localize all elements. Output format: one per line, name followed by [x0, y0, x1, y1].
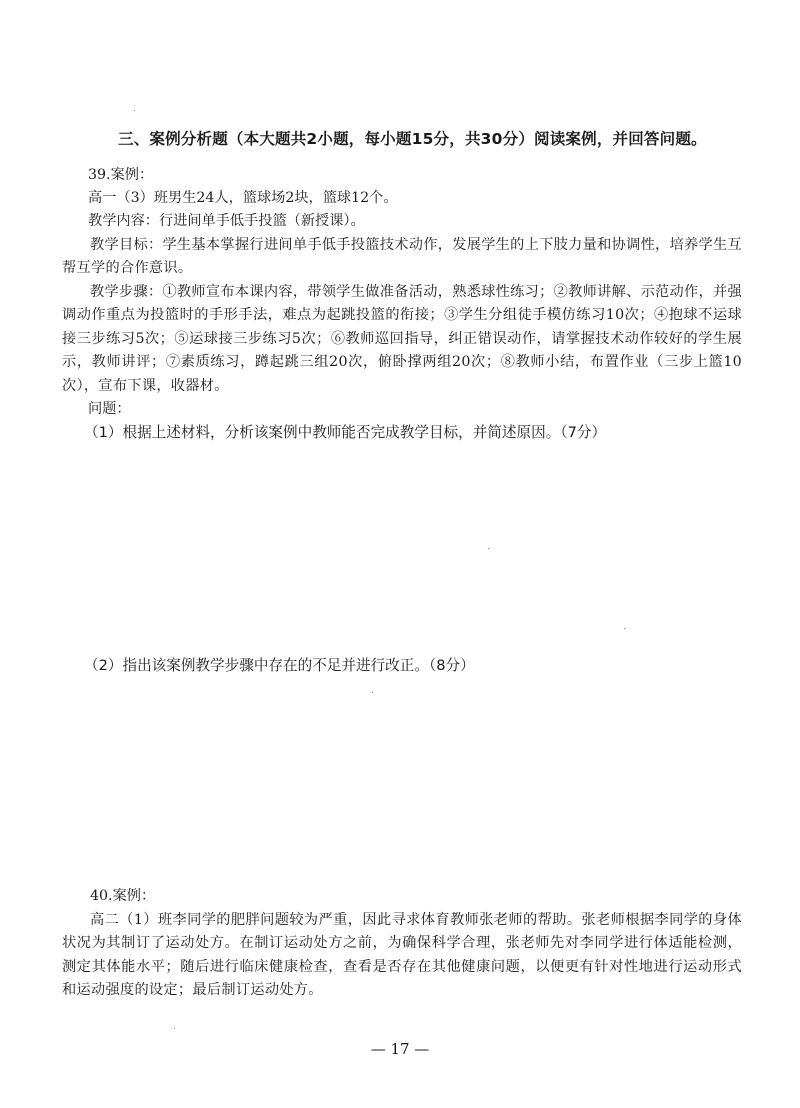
scan-speck: [624, 628, 625, 629]
case39-steps: 教学步骤：①教师宣布本课内容，带领学生做准备活动，熟悉球性练习；②教师讲解、示范动作，并强调动作重点为投篮时的手形手法，难点为起跳投篮的衔接；③学生分组徒手模仿练习10次；④抱球不运球接三步练习5次；⑤运球接三步练习5次；⑥教师巡回指导，纠正错误动作，请掌握技术动作较好的学生展示，教师讲评；⑦素质练习，蹲起跳三组20次，俯卧撑两组20次；⑧教师小结，布置作业（三步上篮10次），宣布下课，收器材。: [62, 284, 742, 394]
case39-goal: 教学目标：学生基本掌握行进间单手低手投篮技术动作，发展学生的上下肢力量和协调性，培养学生互帮互学的合作意识。: [62, 237, 742, 277]
case39-title: 39.案例：: [88, 167, 154, 183]
questions-label: 问题：: [88, 401, 131, 417]
question-1: （1）根据上述材料，分析该案例中教师能否完成教学目标，并简述原因。（7分）: [84, 424, 607, 441]
question-2: （2）指出该案例教学步骤中存在的不足并进行改正。（8分）: [84, 657, 475, 674]
page-number: — 17 —: [370, 1040, 430, 1058]
scan-speck: [174, 1028, 175, 1029]
case39-content: 教学内容：行进间单手低手投篮（新授课）。: [88, 213, 365, 229]
section-heading: 三、案例分析题（本大题共2小题，每小题15分，共30分）阅读案例，并回答问题。: [118, 130, 707, 148]
case40-body: 高二（1）班李同学的肥胖问题较为严重，因此寻求体育教师张老师的帮助。张老师根据李同学的身体状况为其制订了运动处方。在制订运动处方之前，为确保科学合理，张老师先对李同学进行体适能检测，测定其体能水平；随后进行临床健康检查，查看是否存在其他健康问题，以便更有针对性地进行运动形式和运动强度的设定；最后制订运动处方。: [62, 912, 742, 999]
case39-class-info: 高一（3）班男生24人，篮球场2块，篮球12个。: [88, 190, 398, 206]
scan-speck: [372, 692, 373, 693]
scan-speck: [488, 548, 489, 549]
scan-speck: [134, 110, 135, 111]
case40-title: 40.案例：: [90, 888, 156, 904]
